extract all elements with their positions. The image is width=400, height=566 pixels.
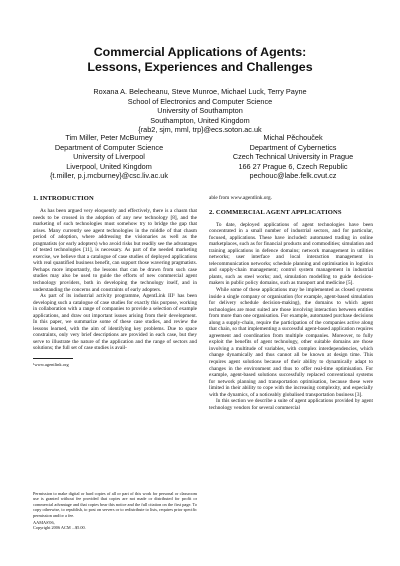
copyright-text: Copyright 2006 ACM ...$5.00.: [33, 525, 86, 531]
author-names: Tim Miller, Peter McBurney: [65, 133, 153, 142]
author-city: Liverpool, United Kingdom: [66, 161, 152, 171]
author-university: Czech Technical University in Prague: [232, 152, 354, 161]
author-names: Roxana A. Belecheanu, Steve Munroe, Michael Luck, Terry Payne: [93, 87, 307, 96]
paper-title: [20, 45, 380, 75]
footnote: ¹www.agentlink.org: [33, 362, 69, 368]
permission-notice: [33, 491, 197, 531]
footnote-rule: [33, 358, 73, 359]
author-email: pechouc@labe.felk.cvut.cz: [249, 171, 337, 180]
author-block-liverpool: [24, 133, 194, 181]
section2-paragraph-1: To date, deployed applications of agent technologies have been concentrated in a small number of industrial sectors, and for particular, focused, applications. These have included: automated trading in online marketplaces, such as for financial products and commodities; simulation and training applications in defence domains; network management in utilities networks; user interface and local interaction management in telecommunication networks; schedule planning and optimisation in logistics and supply-chain management; control system management in industrial plants, such as steel works; and, simulation modelling to guide decision-makers in public policy domains, such as transport and medicine [5].: [209, 221, 373, 287]
right-column: [209, 195, 373, 411]
author-university: University of Southampton: [157, 106, 243, 115]
permission-text: Permission to make digital or hard copies of all or part of this work for personal or classroom use is granted without fee provided that copies are not made or distributed for profit or commercial advantage and that copies bear this notice and the full citation on the first page. To copy otherwise, to republish, to post on servers or to redistribute to lists, requires prior specific permission and/or a fee.: [33, 491, 197, 518]
title-line-1: Commercial Applications of Agents:: [93, 45, 307, 59]
intro-paragraph-2: As part of its industrial activity programme, AgentLink III¹ has been developing such a catalogue of case studies for exactly this purpose, working in collaboration with a range of companies to provide a selection of example applications, and draw out important issues arising from their development. In this paper, we summarize some of these case studies, and review the lessons learned, with the aim of identifying key problems. Due to space constraints, only very brief descriptions are provided in each case, but they serve to illustrate the nature of the application and the range of sectors and solutions; the full set of case studies is avail-: [33, 293, 197, 352]
author-names: Michal Pěchouček: [263, 133, 323, 142]
section-heading-introduction: 1. INTRODUCTION: [33, 195, 94, 202]
section2-paragraph-3: In this section we describe a suite of agent applications provided by agent technology vendors for several commercial: [209, 398, 373, 411]
intro-continuation: able from www.agentlink.org.: [209, 195, 272, 201]
author-email: {rab2, sjm, mml, trp}@ecs.soton.ac.uk: [138, 125, 262, 134]
author-department: Department of Computer Science: [54, 142, 164, 152]
author-city: 166 27 Prague 6, Czech Republic: [238, 161, 348, 171]
author-block-prague: [208, 133, 378, 181]
author-block-southampton: [20, 87, 380, 135]
venue-text: AAMAS'06,: [33, 520, 55, 526]
author-department: Department of Cybernetics: [249, 142, 337, 152]
intro-paragraph-1: As has been argued very eloquently and effectively, there is a chasm that needs to be crossed in the adoption of any new technology [8], and the marketing of such technologies must somehow try to bridge the gap that arises. Many currently see agent technologies in the middle of that chasm period of adoption, where addressing the visionaries as well as the pragmatists (or early adopters) who avoid risks but readily see the advantages of tested technologies [11], is necessary. As part of the needed marketing exercise, we believe that a catalogue of case studies of deployed applications with real quantified business benefit, can support those wavering pragmatists. Perhaps more importantly, the lessons that can be drawn from such case studies may also be used to guide the efforts of new commercial agent technology providers, both in developing the technology itself, and in understanding the concerns and constraints of early adopters.: [33, 208, 197, 293]
author-department: School of Electronics and Computer Science: [127, 96, 273, 106]
author-university: University of Liverpool: [73, 152, 145, 161]
title-line-2: Lessons, Experiences and Challenges: [87, 60, 313, 74]
section2-paragraph-2: While some of these applications may be implemented as closed systems inside a single company or organisation (for example, agent-based simulation for delivery schedule decision-making), the domains to which agent technologies are most suited are those involving interaction between entities from more than one organisation. For example, automated purchase decisions along a supply-chain, require the participation of the companies active along that chain, so that implementing a successful agent-based application requires agreement and coordination from multiple companies. Moreover, to fully exploit the benefits of agent technology, other suitable domains are those involving a multitude of variables, with complex interdependencies, which change dynamically and thus cannot all be known at design time. This requires agent solutions because of their ability to dynamically adapt to changes in the environment and thus to offer real-time optimisation. For example, agent-based solutions successfully replaced conventional systems for network planning and transportation optimisation, because these were limited in their ability to cope with the increasing complexity, and especially with the dynamics, of a noticeably globalised transportation business [3].: [209, 287, 373, 398]
left-column: [33, 195, 197, 368]
author-city: Southampton, United Kingdom: [150, 115, 250, 125]
author-email: {t.miller, p.j.mcburney}@csc.liv.ac.uk: [50, 171, 168, 180]
section-heading-commercial-agent-applications: 2. COMMERCIAL AGENT APPLICATIONS: [209, 208, 342, 216]
